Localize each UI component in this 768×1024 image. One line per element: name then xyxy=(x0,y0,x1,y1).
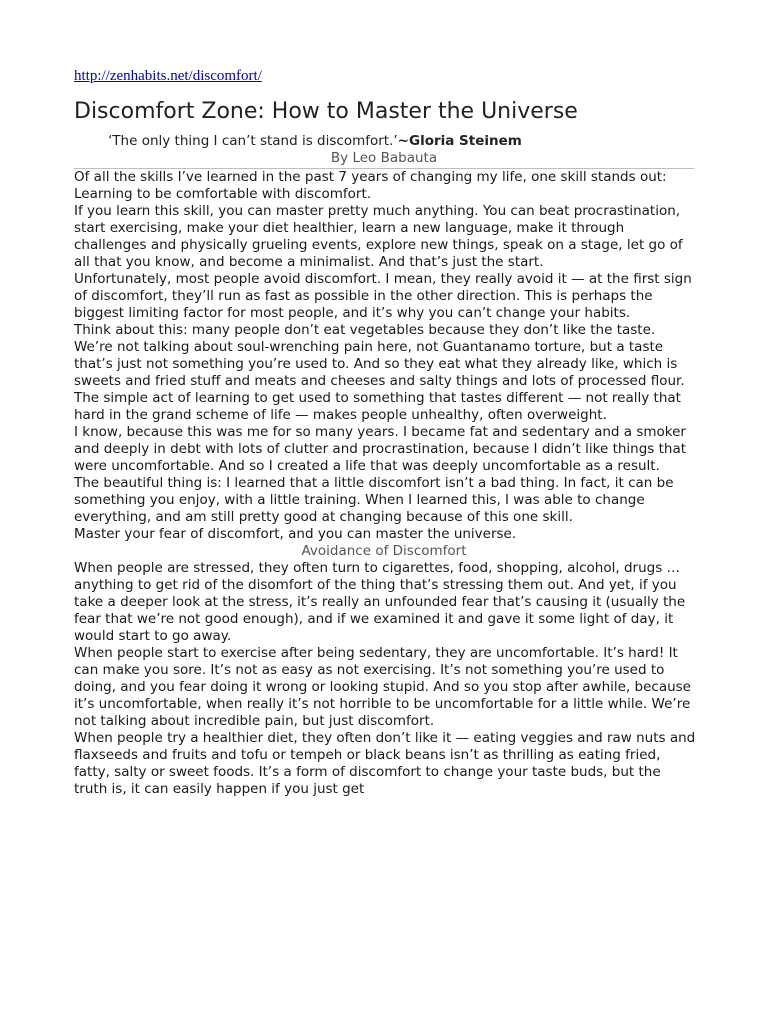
paragraph: When people try a healthier diet, they often don’t like it — eating veggies and raw nuts and flaxseeds and fruits and tofu or tempeh or black beans isn’t as thrilling as eating fried, fatty, salty or sweet foods. It’s a form of discomfort to change your taste buds, but the truth is, it can easily happen if you just get xyxy=(74,730,696,797)
article-title: Discomfort Zone: How to Master the Universe xyxy=(74,99,578,124)
source-url-link[interactable]: http://zenhabits.net/discomfort/ xyxy=(74,68,262,84)
paragraph: When people are stressed, they often turn to cigarettes, food, shopping, alcohol, drugs … anything to get rid of the disomfort of the thing that’s stressing them out. And yet, if you take a deeper look at the stress, it’s really an unfounded fear that’s causing it (usually the fear that we’re not good enough), and if we examined it and gave it some light of day, it would start to go away. xyxy=(74,560,686,644)
paragraph: The beautiful thing is: I learned that a little discomfort isn’t a bad thing. In fact, it can be something you enjoy, with a little training. When I learned this, I was able to change everything, and am still pretty good at changing because of this one skill. xyxy=(74,475,674,525)
paragraph: Think about this: many people don’t eat vegetables because they don’t like the taste. We’re not talking about soul-wrenching pain here, not Guantanamo torture, but a taste that’s just not something you’re used to. And so they eat what they already like, which is sweets and fried stuff and meats and cheeses and salty things and lots of processed flour. xyxy=(74,322,685,389)
paragraph: Unfortunately, most people avoid discomfort. I mean, they really avoid it — at the first sign of discomfort, they’ll run as fast as possible in the other direction. This is perhaps the biggest limiting factor for most people, and it’s why you can’t change your habits. xyxy=(74,271,692,321)
epigraph-quote xyxy=(108,133,522,150)
author-byline: By Leo Babauta xyxy=(330,150,438,166)
paragraph: Learning to be comfortable with discomfort. xyxy=(74,186,372,202)
paragraph: The simple act of learning to get used to something that tastes different — not really that hard in the grand scheme of life — makes people unhealthy, often overweight. xyxy=(74,390,681,423)
paragraph: I know, because this was me for so many years. I became fat and sedentary and a smoker and deeply in debt with lots of clutter and procrastination, because I didn’t like things that were uncomfortable. And so I created a life that was deeply uncomfortable as a result. xyxy=(74,424,687,474)
quote-text: ‘The only thing I can’t stand is discomfort.’ xyxy=(108,133,398,149)
paragraph: Of all the skills I’ve learned in the past 7 years of changing my life, one skill stands out: xyxy=(74,169,667,185)
paragraph: If you learn this skill, you can master pretty much anything. You can beat procrastination, start exercising, make your diet healthier, learn a new language, make it through challenges and physically grueling events, explore new things, speak on a stage, let go of all that you know, and become a minimalist. And that’s just the start. xyxy=(74,203,683,270)
article-body xyxy=(74,169,698,798)
quote-attribution: ~Gloria Steinem xyxy=(397,133,522,149)
paragraph: Master your fear of discomfort, and you can master the universe. xyxy=(74,526,517,542)
paragraph: When people start to exercise after being sedentary, they are uncomfortable. It’s hard! It can make you sore. It’s not as easy as not exercising. It’s not something you’re used to doing, and you fear doing it wrong or looking stupid. And so you stop after awhile, because it’s uncomfortable, when really it’s not horrible to be uncomfortable for a little while. We’re not talking about incredible pain, but just discomfort. xyxy=(74,645,691,729)
section-heading: Avoidance of Discomfort xyxy=(301,543,467,559)
